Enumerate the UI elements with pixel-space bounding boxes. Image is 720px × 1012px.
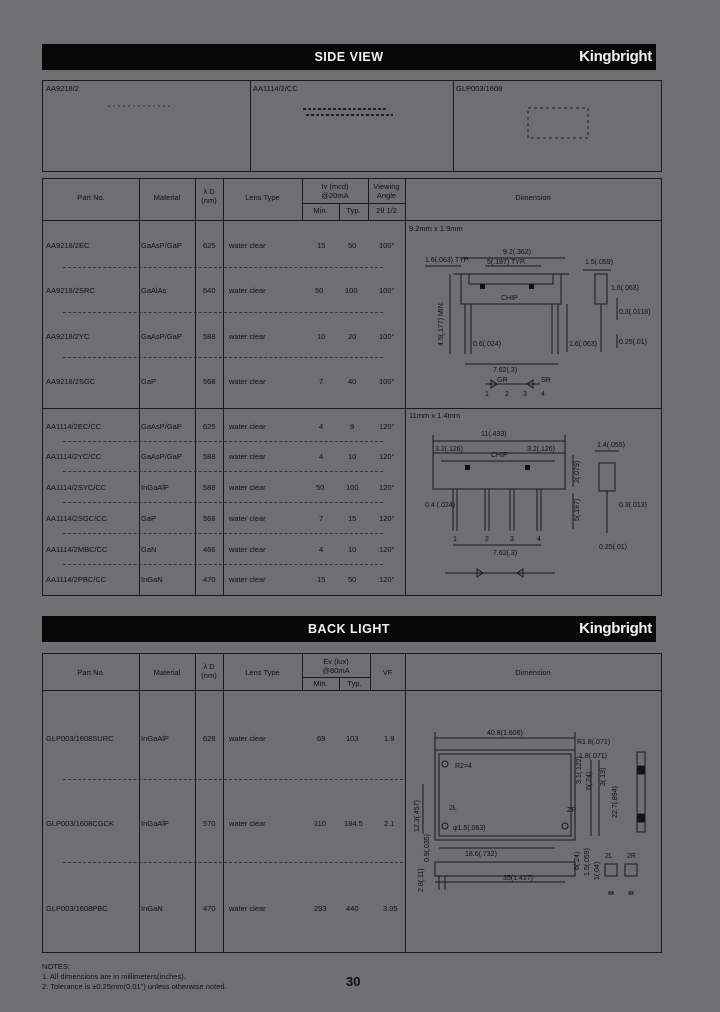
row-angle: 120° [379,452,395,461]
row-vf: 3.05 [383,904,398,913]
dim-pin-width: 0.4 (.024) [425,502,455,509]
pin-2: 2 [505,391,509,398]
row-material: GaAlAs [141,286,167,295]
pin-4: 4 [541,391,545,398]
pin-4: 4 [537,536,541,543]
row-lambda: 588 [203,332,216,341]
row-part: AA9218/2YC [46,332,90,341]
row-lens: water clear [229,377,266,386]
row-angle: 120° [379,514,395,523]
dim-side: 12.3(.457) [414,800,421,832]
dim-h3: 6(.24) [586,771,593,790]
row-material: InGaN [141,575,163,584]
dim-lead: 4.5(.177) MIN. [438,301,445,346]
row-typ: 50 [348,575,357,584]
row-part: AA1114/2EC/CC [46,422,102,431]
row-min: 15 [317,241,326,250]
glp003-dimension-drawing [405,724,661,949]
row-typ: 9 [350,422,355,431]
row-lambda: 568 [203,377,216,386]
side-view-table [42,178,662,596]
notes-title: NOTES: [42,962,70,971]
series-glp003: GLP003/1608 [456,84,503,93]
glp003-photo [525,105,595,145]
row-min: 7 [319,377,324,386]
side-view-title: SIDE VIEW [314,50,384,64]
back-light-header-band [42,616,656,642]
header-part-no: Part No. [77,668,105,677]
row-angle: 120° [379,545,395,554]
row-vf: 2.1 [384,819,395,828]
dim-height: 5(.197) [574,498,581,521]
header-ev-min: Min. [313,679,328,688]
row-typ: 20 [348,332,357,341]
row-material: GaAsP/GaP [141,332,182,341]
row-material: GaP [141,514,157,523]
row-lambda: 470 [203,575,216,584]
header-iv-min: Min. [313,206,328,215]
row-material: InGaN [141,904,163,913]
back-light-table [42,653,662,953]
row-material: InGaAlP [141,819,169,828]
dim-r2: R2=4 [455,763,472,770]
row-part: GLP003/1608SURC [46,734,114,743]
row-lens: water clear [229,483,266,492]
dim-b: 0.3(.013) [619,502,648,509]
row-part: AA9218/2SGC [46,377,96,386]
dim-chip: CHIP [491,452,508,459]
dim-width: 9.2(.362) [503,249,532,256]
label-right-2r: 2R [627,853,636,860]
row-part: AA9218/2SRC [46,286,95,295]
row-lambda: 625 [203,422,216,431]
dim-spacing: 5(.197) TYP. [487,259,526,266]
row-lambda: 466 [203,545,216,554]
row-angle: 100° [379,377,395,386]
aa9218-photo [103,101,223,121]
dim-gr: GR [497,377,508,384]
aa1114-dimension-drawing [405,421,661,591]
row-typ: 50 [348,241,357,250]
row-lens: water clear [229,286,266,295]
dim-h1: 1.8(.071) [579,753,608,760]
dim-height: 1.6(.063) [611,285,640,292]
row-lens: water clear [229,514,266,523]
header-iv: Iv (mcd) @20mA [321,182,349,200]
row-material: GaAsP/GaP [141,452,182,461]
row-material: InGaAlP [141,734,169,743]
header-material: Material [153,668,181,677]
row-typ: 100 [345,286,358,295]
dim-bottom: 18.6(.732) [465,851,497,858]
dim-hole: φ1.5(.063) [453,825,486,832]
row-material: GaAsP/GaP [141,422,182,431]
row-typ: 15 [348,514,357,523]
notes [42,962,227,992]
aa9218-dimension-drawing [405,234,661,404]
row-lens: water clear [229,422,266,431]
header-viewing-angle: Viewing Angle [373,182,400,200]
row-part: GLP003/1608PBC [46,904,108,913]
row-lens: water clear [229,734,266,743]
row-lens: water clear [229,452,266,461]
row-material: GaAsP/GaP [141,241,182,250]
dim-thickness: 1.5(.059) [585,259,614,266]
dim-thickness: 1.4(.055) [597,442,626,449]
dim-tab: 1.6(.063) TYP. [425,257,470,264]
row-lambda: 628 [203,734,216,743]
row-part: AA1114/2YC/CC [46,452,102,461]
kingbright-logo: Kingbright [579,48,652,65]
header-ev: Ev (lux) @80mA [322,657,350,675]
row-lens: water clear [229,241,266,250]
header-two-theta: 2θ 1/2 [376,206,397,215]
row-angle: 100° [379,241,395,250]
dim-p1: 6(.24) [574,851,581,870]
row-lambda: 568 [203,514,216,523]
header-vf: VF [382,668,393,677]
pin-1: 1 [485,391,489,398]
row-lambda: 570 [203,819,216,828]
label-2l: 2L [449,805,457,812]
row-min: 69 [317,734,326,743]
dim-h4: 3(.13) [600,767,607,786]
dim-pin: 0.6(.024) [473,341,502,348]
pin-1: 1 [453,536,457,543]
row-angle: 100° [379,332,395,341]
row-typ: 10 [348,452,357,461]
row-min: 15 [317,575,326,584]
series-aa9218: AA9218/2 [46,84,79,93]
series-overview [42,80,662,172]
row-part: AA1114/2PBC/CC [46,575,107,584]
dim-right: 3.2(.126) [527,446,556,453]
back-light-title: BACK LIGHT [307,622,391,636]
row-typ: 10 [348,545,357,554]
aa1114-photo [298,103,418,123]
row-material: GaN [141,545,157,554]
row-lambda: 625 [203,241,216,250]
row-part: AA1114/2SGC/CC [46,514,107,523]
row-min: 293 [314,904,327,913]
note-line: 2. Tolerance is ±0.25mm(0.01") unless otherwise noted. [42,982,227,991]
row-typ: 184.5 [344,819,363,828]
dim-b: 0.3(.0118) [619,309,651,316]
page-number: 30 [346,974,361,989]
dim-c: 0.25(.01) [599,544,628,551]
row-part: AA1114/2MBC/CC [46,545,108,554]
row-material: InGaAlP [141,483,169,492]
dim-p2: 1.5(.059) [584,847,591,876]
row-angle: 120° [379,483,395,492]
row-lens: water clear [229,545,266,554]
header-dimension: Dimension [515,668,551,677]
row-lambda: 588 [203,452,216,461]
dim-sr: SR [541,377,551,384]
row-lens: water clear [229,575,266,584]
row-typ: 40 [348,377,357,386]
note-line: 1. All dimensions are in millimeters(inches). [42,972,186,981]
row-lambda: 640 [203,286,216,295]
row-lambda: 588 [203,483,216,492]
header-material: Material [153,193,181,202]
dim-h5: 22.7(.894) [612,786,619,818]
row-min: 10 [317,332,326,341]
row-typ: 100 [346,483,359,492]
row-angle: 120° [379,422,395,431]
dim-lead: 0.9(.035) [424,833,431,862]
series-aa1114: AA1114/2/CC [253,84,298,93]
header-lens-type: Lens Type [245,668,280,677]
dim-thickness: 2.8(.11) [418,868,425,892]
dim-pitch: 7.62(.3) [493,367,518,374]
header-lambda: λ D (nm) [201,187,217,205]
pin-2: 2 [485,536,489,543]
row-min: 4 [319,422,324,431]
row-part: AA9218/2EC [46,241,90,250]
header-iv-typ: Typ. [346,206,361,215]
row-min: 50 [315,286,324,295]
dim-gap: 1.6(.063) [569,341,598,348]
row-part: GLP003/1608CGCK [46,819,114,828]
dim-chip: CHIP [501,295,518,302]
dim-c: 0.25(.01) [619,339,648,346]
dim-lead-length: 35(1.417) [503,875,533,882]
kingbright-logo: Kingbright [579,620,652,637]
row-material: GaP [141,377,157,386]
pin-3: 3 [523,391,527,398]
dim-left: 3.2(.126) [435,446,464,453]
header-ev-typ: Typ. [347,679,362,688]
label-left-2l: 2L [605,853,613,860]
dim-h2: 3.1(.122) [576,755,583,784]
row-typ: 440 [346,904,359,913]
dim-radius: R1.8(.071) [577,739,611,746]
row-lens: water clear [229,904,266,913]
side-view-header-band [42,44,656,70]
row-min: 7 [319,514,324,523]
row-lens: water clear [229,819,266,828]
header-lambda: λ D (nm) [201,662,217,680]
row-typ: 103 [346,734,359,743]
group2-size-note: 11mm x 1.4mm [409,411,461,420]
dim-p3: 1(.04) [594,861,601,880]
row-lambda: 470 [203,904,216,913]
row-min: 50 [316,483,325,492]
dim-width: 40.8(1.606) [487,730,523,737]
header-part-no: Part No. [77,193,105,202]
row-min: 4 [319,452,324,461]
row-min: 4 [319,545,324,554]
row-min: 110 [314,819,326,828]
label-zr: ZR [567,807,577,814]
header-dimension: Dimension [515,193,551,202]
row-angle: 100° [379,286,395,295]
dim-pitch: 7.62(.3) [493,550,518,557]
header-lens-type: Lens Type [245,193,280,202]
dim-width: 11(.433) [481,431,507,438]
row-vf: 1.9 [384,734,395,743]
pin-3: 3 [510,536,514,543]
dim-gap: 2(.079) [574,460,581,483]
group1-size-note: 9.2mm x 1.9mm [409,224,463,233]
row-lens: water clear [229,332,266,341]
row-angle: 120° [379,575,395,584]
row-part: AA1114/2SYC/CC [46,483,107,492]
